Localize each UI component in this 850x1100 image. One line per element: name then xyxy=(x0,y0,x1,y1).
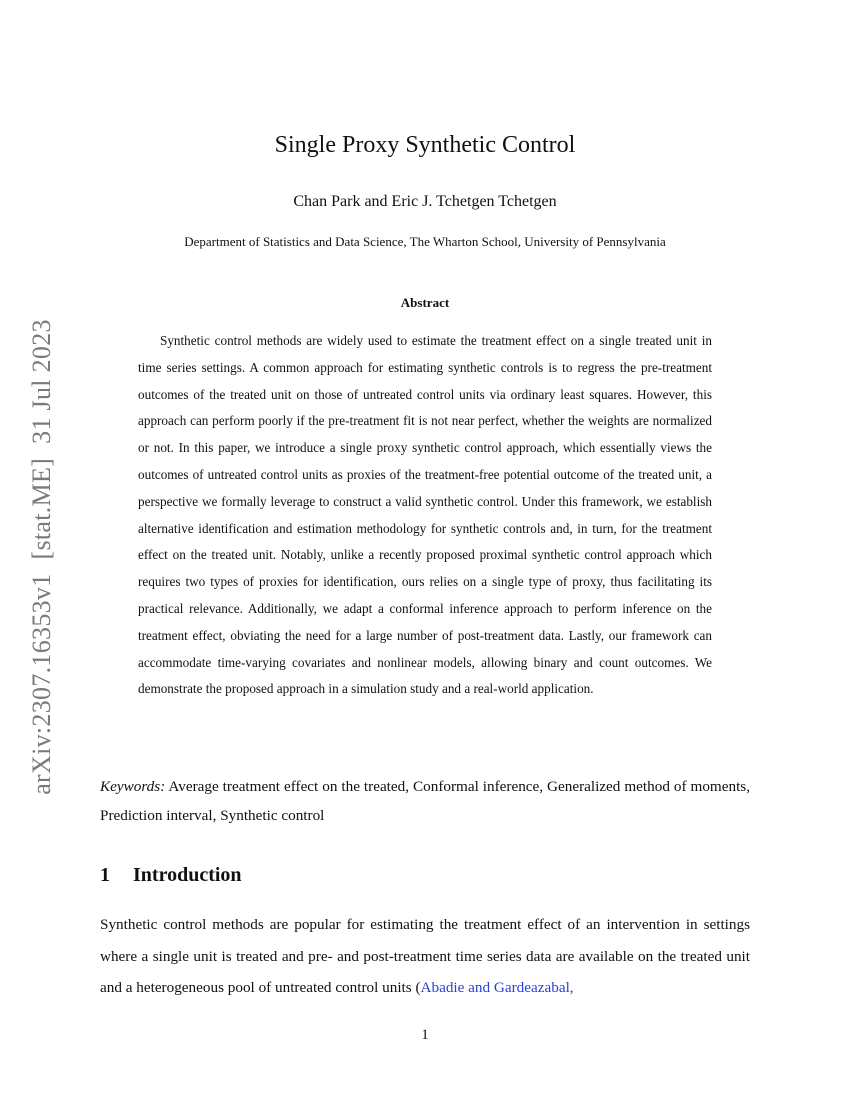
keywords xyxy=(100,772,750,830)
section-number: 1 xyxy=(100,864,110,886)
arxiv-id: arXiv:2307.16353v1 xyxy=(27,573,56,795)
paper-affiliation: Department of Statistics and Data Science, The Wharton School, University of Pennsylvania xyxy=(184,234,666,249)
arxiv-date: 31 Jul 2023 xyxy=(27,319,56,444)
keywords-text: Average treatment effect on the treated, Conformal inference, Generalized method of moments, Prediction interval, Synthetic control xyxy=(100,778,750,824)
intro-paragraph xyxy=(100,909,750,1004)
paper-authors: Chan Park and Eric J. Tchetgen Tchetgen xyxy=(293,193,557,210)
abstract-heading: Abstract xyxy=(400,295,450,310)
intro-text: Synthetic control methods are popular for estimating the treatment effect of an intervention in settings where a single unit is treated and pre- and post-treatment time series data are available on the treated unit and a heterogeneous pool of untreated control units ( xyxy=(100,916,750,997)
paper-title: Single Proxy Synthetic Control xyxy=(274,132,576,158)
section-heading xyxy=(100,864,242,887)
arxiv-stamp xyxy=(27,305,57,795)
citation-link[interactable]: Abadie and Gardeazabal, xyxy=(420,979,574,997)
page-number: 1 xyxy=(421,1027,429,1043)
section-title: Introduction xyxy=(133,864,242,886)
arxiv-category: [stat.ME] xyxy=(27,457,56,560)
keywords-label: Keywords: xyxy=(100,778,166,795)
abstract-text: Synthetic control methods are widely used to estimate the treatment effect on a single treated unit in time series settings. A common approach for estimating synthetic controls is to regress the pre-treatment outcomes of the treated unit on those of untreated control units via ordinary least squares. However, this approach can perform poorly if the pre-treatment fit is not near perfect, whether the weights are normalized or not. In this paper, we introduce a single proxy synthetic control approach, which essentially views the outcomes of untreated control units as proxies of the treatment-free potential outcome of the treated unit, a perspective we formally leverage to construct a valid synthetic control. Under this framework, we establish alternative identification and estimation methodology for synthetic controls and, in turn, for the treatment effect on the treated unit. Notably, unlike a recently proposed proximal synthetic control approach which requires two types of proxies for identification, ours relies on a single type of proxy, thus facilitating its practical relevance. Additionally, we adapt a conformal inference approach to perform inference on the treatment effect, obviating the need for a large number of post-treatment data. Lastly, our framework can accommodate time-varying covariates and nonlinear models, allowing binary and count outcomes. We demonstrate the proposed approach in a simulation study and a real-world application. xyxy=(138,333,712,697)
